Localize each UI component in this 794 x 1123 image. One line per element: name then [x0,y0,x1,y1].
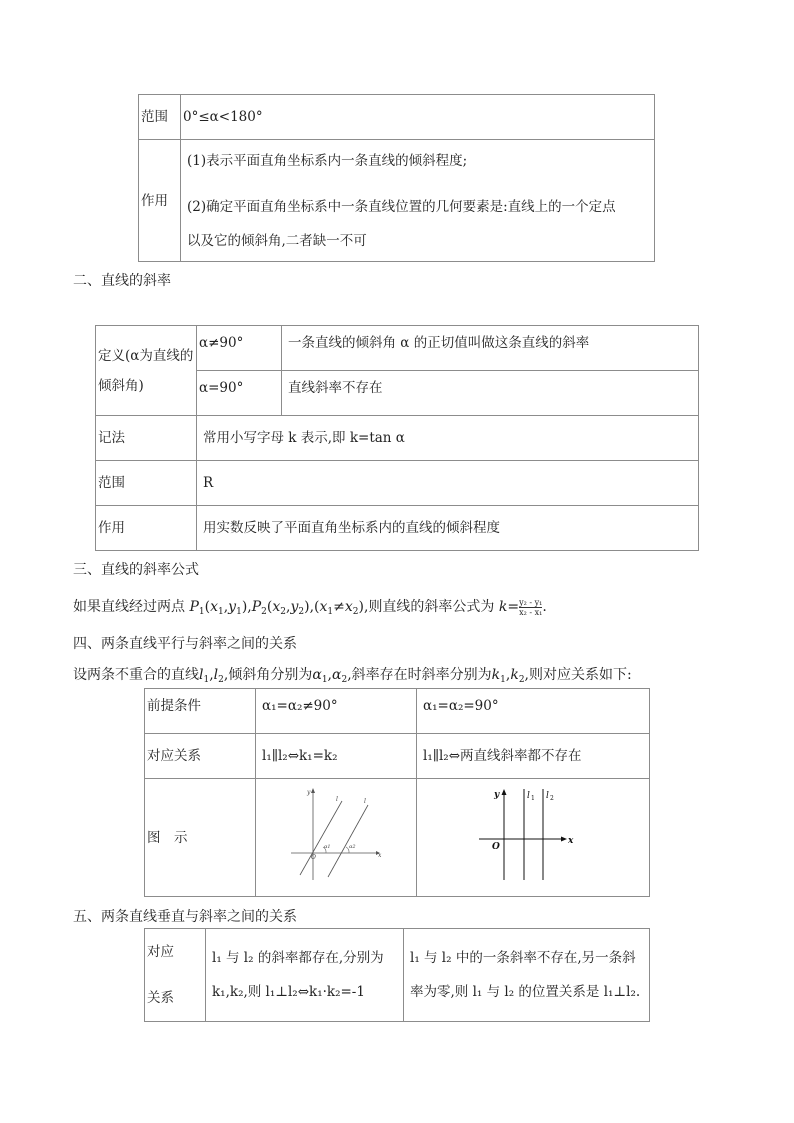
svg-text:x: x [568,836,574,846]
figure-vertical-parallel [417,779,650,897]
figure-sloped-parallel [256,779,417,897]
slope-definition-text: 一条直线的倾斜角 α 的正切值叫做这条直线的斜率 [282,326,699,371]
svg-text:l: l [546,791,549,801]
parallel-table [144,688,650,897]
svg-text:l: l [527,791,530,801]
inclination-table [138,94,655,262]
figure-label: 图 示 [145,779,256,897]
svg-text:1: 1 [531,795,535,802]
range-label: 范围 [139,95,181,140]
relation-slopes-equal: l₁∥l₂⇔k₁=k₂ [256,734,417,779]
condition-not-90: α≠90° [197,326,282,371]
svg-text:α1: α1 [324,844,331,850]
parallel-intro: 设两条不重合的直线$l_1,l_2$,倾斜角分别为$\alpha_1,\alpha_2$,斜率存在时斜率分别为$k_1,k_2$,则对应关系如下: [73,667,632,685]
svg-text:y: y [494,790,500,800]
svg-text:α2: α2 [349,844,356,850]
svg-text:O: O [492,842,500,852]
range-value: 0°≤α<180° [181,95,655,140]
use-line-2: (2)确定平面直角坐标系中一条直线位置的几何要素是:直线上的一个定点 [187,198,616,215]
notation-label: 记法 [96,416,197,461]
perp-one-slope-missing: l₁ 与 l₂ 中的一条斜率不存在,另一条斜 率为零,则 l₁ 与 l₂ 的位置关系是 l₁⊥l₂. [404,929,650,1022]
use-line-3: 以及它的倾斜角,二者缺一不可 [187,232,367,249]
section-4-title: 四、两条直线平行与斜率之间的关系 [73,636,297,652]
slope-not-exist-text: 直线斜率不存在 [282,371,699,416]
svg-text:2: 2 [550,795,554,802]
svg-text:O: O [311,854,316,861]
svg-text:l: l [364,798,366,805]
vertical-parallel-diagram [473,785,593,883]
svg-text:l: l [336,796,338,803]
perp-both-slopes: l₁ 与 l₂ 的斜率都存在,分别为 k₁,k₂,则 l₁⊥l₂⇔k₁·k₂=-1 [206,929,404,1022]
range-value-2: R [197,461,699,506]
slope-formula-line: 如果直线经过两点 $P_1(x_1,y_1),P_2(x_2,y_2),(x_1\ne x_2)$,则直线的斜率公式为 k= $\frac{\text{y₂ - y₁}}{\text{x₂ - x₁}}$ . [73,597,547,617]
svg-text:y: y [307,789,311,796]
section-2-title: 二、直线的斜率 [73,273,171,289]
use-value-2: 用实数反映了平面直角坐标系内的直线的倾斜程度 [197,506,699,551]
slope-fraction: $\frac{\text{y₂ - y₁}}{\text{x₂ - x₁}}$ [519,597,543,617]
notation-value: 常用小写字母 k 表示,即 k=tan α [197,416,699,461]
condition-90: α=90° [197,371,282,416]
perp-relation-label: 对应 关系 [145,929,206,1022]
section-3-title: 三、直线的斜率公式 [73,562,199,578]
use-label: 作用 [139,140,181,262]
premise-label: 前提条件 [145,689,256,734]
relation-no-slope: l₁∥l₂⇔两直线斜率都不存在 [417,734,650,779]
use-label-2: 作用 [96,506,197,551]
premise-90: α₁=α₂=90° [417,689,650,734]
slope-definition-table [95,325,699,551]
use-value [181,140,655,262]
sloped-parallel-diagram [286,785,386,883]
svg-text:x: x [378,852,382,859]
perpendicular-table [144,928,650,1022]
relation-label: 对应关系 [145,734,256,779]
premise-not-90: α₁=α₂≠90° [256,689,417,734]
section-5-title: 五、两条直线垂直与斜率之间的关系 [73,909,297,925]
definition-label: 定义(α为直线的 倾斜角) [96,326,197,416]
range-label-2: 范围 [96,461,197,506]
use-line-1: (1)表示平面直角坐标系内一条直线的倾斜程度; [187,152,468,169]
